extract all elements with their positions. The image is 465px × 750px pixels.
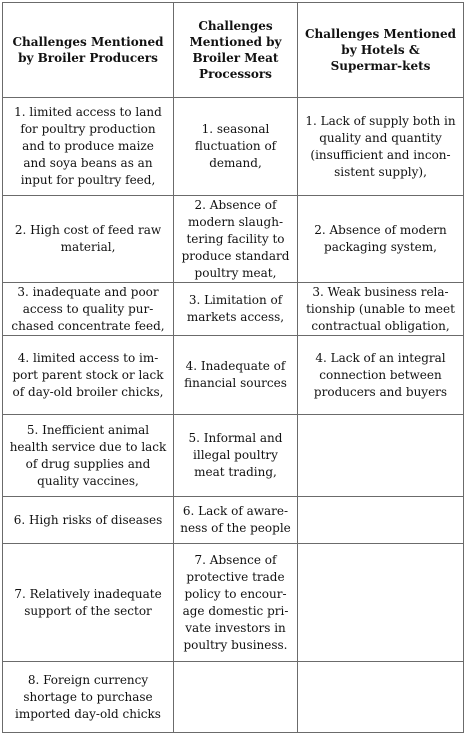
cell-processors: 2. Absence of modern slaugh-tering facility to produce standard poultry meat,: [174, 196, 298, 283]
cell-hotels: 1. Lack of supply both in quality and quantity (insufficient and incon-sistent supply),: [298, 98, 464, 196]
cell-hotels: [298, 544, 464, 662]
table-row: [3, 336, 464, 415]
cell-processors: 1. seasonal fluctuation of demand,: [174, 98, 298, 196]
cell-producers: 3. inadequate and poor access to quality pur-chased concentrate feed,: [3, 283, 174, 336]
cell-hotels: 4. Lack of an integral connection between producers and buyers: [298, 336, 464, 415]
cell-hotels: [298, 415, 464, 497]
cell-producers: 5. Inefficient animal health service due to lack of drug supplies and quality vaccines,: [3, 415, 174, 497]
table-row: [3, 196, 464, 283]
table-row: [3, 662, 464, 733]
table-row: [3, 415, 464, 497]
table-row: [3, 98, 464, 196]
cell-producers: 4. limited access to im-port parent stock or lack of day-old broiler chicks,: [3, 336, 174, 415]
cell-hotels: 3. Weak business rela-tionship (unable to meet contractual obligation,: [298, 283, 464, 336]
header-broiler-meat-processors: Challenges Mentioned by Broiler Meat Processors: [174, 3, 298, 98]
challenges-table: [2, 2, 464, 733]
header-broiler-producers: Challenges Mentioned by Broiler Producers: [3, 3, 174, 98]
cell-processors: 6. Lack of aware-ness of the people: [174, 497, 298, 544]
cell-processors: 4. Inadequate of financial sources: [174, 336, 298, 415]
cell-producers: 6. High risks of diseases: [3, 497, 174, 544]
header-hotels-supermarkets: Challenges Mentioned by Hotels & Supermar-kets: [298, 3, 464, 98]
cell-processors: [174, 662, 298, 733]
cell-producers: 7. Relatively inadequate support of the sector: [3, 544, 174, 662]
table-row: [3, 497, 464, 544]
table-row: [3, 283, 464, 336]
cell-processors: 7. Absence of protective trade policy to encour-age domestic pri-vate investors in poultry business.: [174, 544, 298, 662]
cell-hotels: [298, 497, 464, 544]
table-row: [3, 544, 464, 662]
cell-hotels: 2. Absence of modern packaging system,: [298, 196, 464, 283]
cell-producers: 2. High cost of feed raw material,: [3, 196, 174, 283]
cell-processors: 5. Informal and illegal poultry meat trading,: [174, 415, 298, 497]
cell-hotels: [298, 662, 464, 733]
cell-producers: 1. limited access to land for poultry production and to produce maize and soya beans as an input for poultry feed,: [3, 98, 174, 196]
header-row: [3, 3, 464, 98]
cell-producers: 8. Foreign currency shortage to purchase imported day-old chicks: [3, 662, 174, 733]
cell-processors: 3. Limitation of markets access,: [174, 283, 298, 336]
